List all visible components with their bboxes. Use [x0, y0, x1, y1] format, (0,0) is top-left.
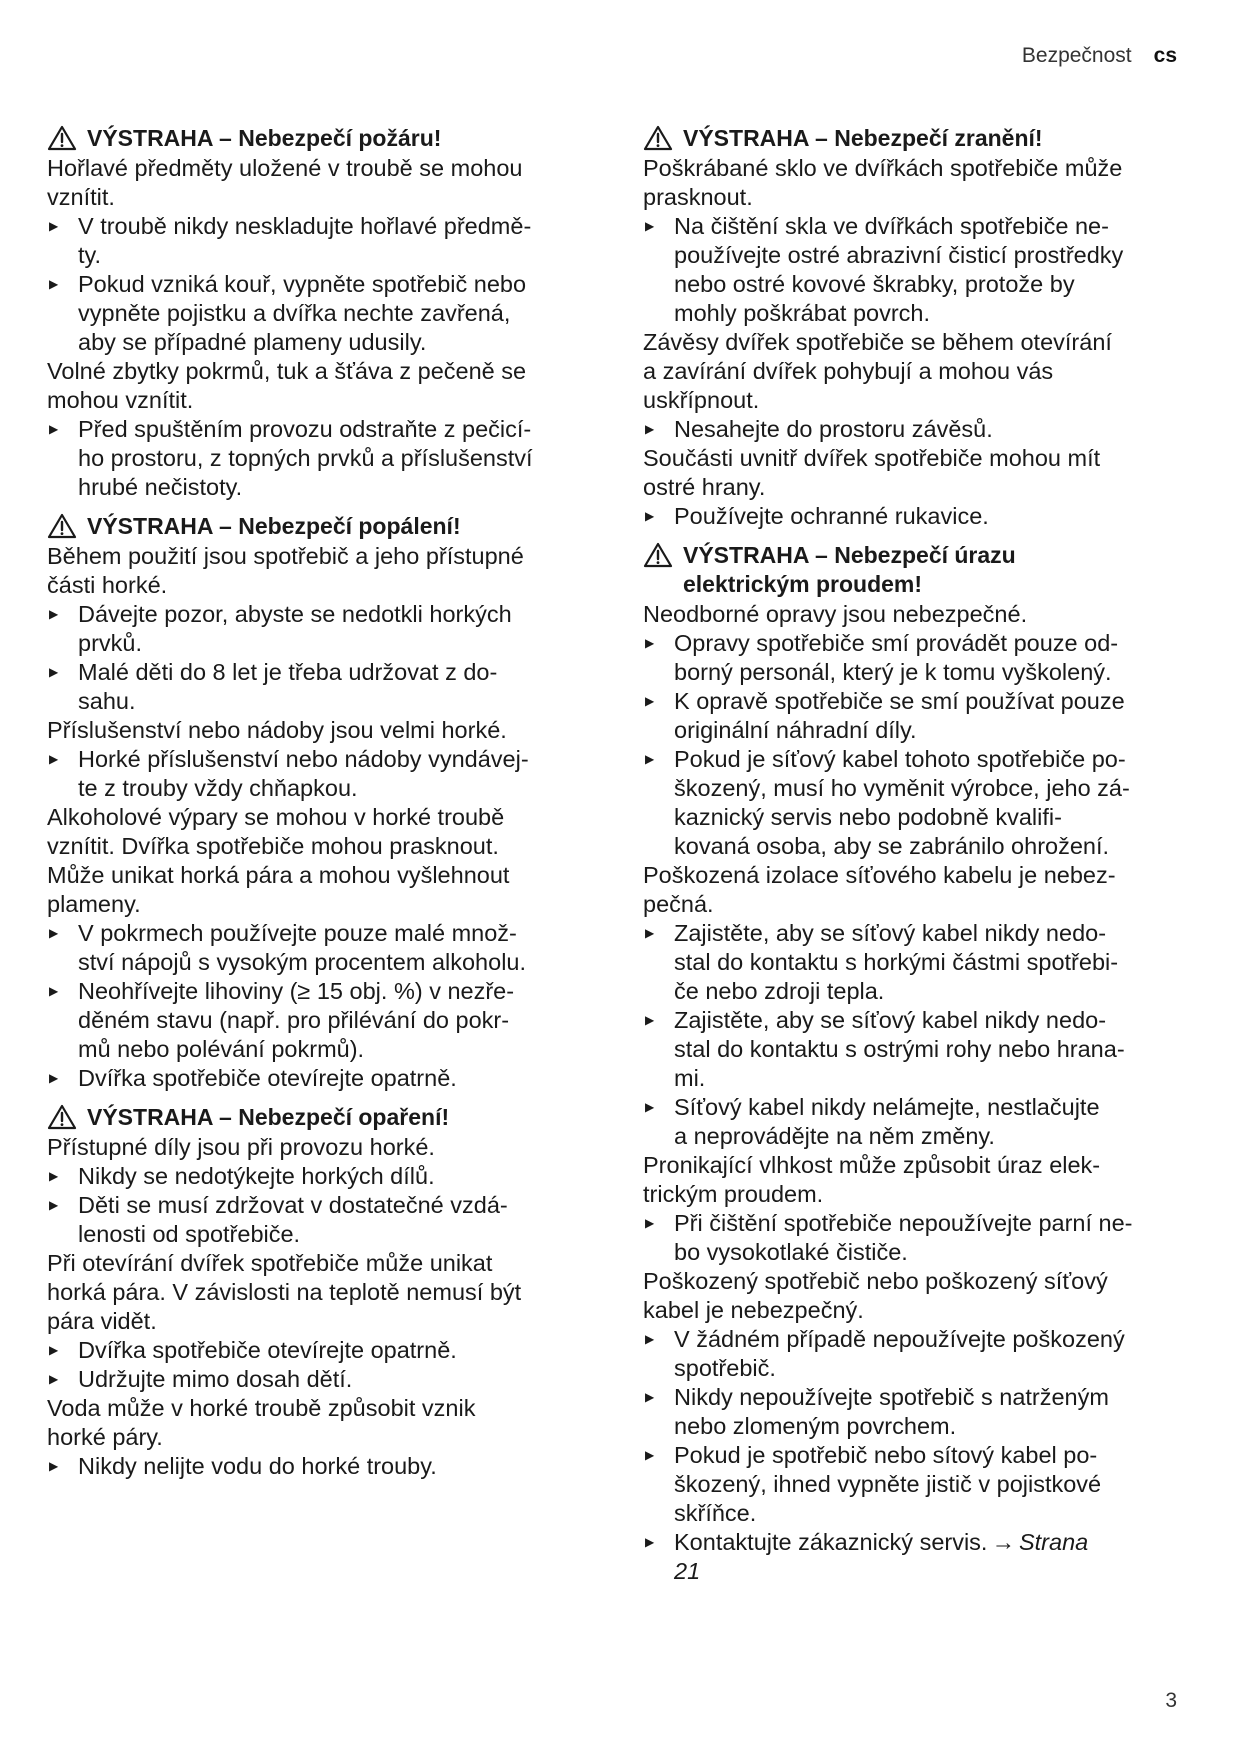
warning-title: VÝSTRAHA – Nebezpečí úrazu elektrickým proudem! [683, 542, 1016, 597]
bullet-triangle-icon: ▶ [49, 665, 59, 679]
bullet-triangle-icon: ▶ [645, 509, 655, 523]
bullet-text [674, 1325, 1125, 1383]
bullet-item [643, 745, 1183, 861]
warning-triangle-icon [643, 124, 673, 152]
bullet-triangle-icon: ▶ [645, 422, 655, 436]
bullet-text-main: Pokud vzniká kouř, vypněte spotřebič nebo vypněte pojistku a dvířka nechte zavřená, aby se případné plameny udusily. [78, 271, 527, 355]
bullet-text-main: Opravy spotřebiče smí provádět pouze od- borný personál, který je k tomu vyškolený. [674, 630, 1119, 685]
warning-section [643, 124, 1183, 531]
bullet-item [47, 1452, 587, 1481]
bullet-triangle-icon: ▶ [645, 1100, 655, 1114]
bullet-item [643, 1325, 1183, 1383]
paragraph: Při otevírání dvířek spotřebiče může unikat horká pára. V závislosti na teplotě nemusí být pára vidět. [47, 1250, 522, 1334]
bullet-text [78, 1336, 457, 1365]
bullet-text [674, 919, 1118, 1006]
bullet-text-main: K opravě spotřebiče se smí používat pouze originální náhradní díly. [674, 688, 1125, 743]
warning-triangle-icon [47, 124, 77, 152]
left-column [47, 124, 587, 1491]
bullet-triangle-icon: ▶ [49, 1459, 59, 1473]
bullet-item [643, 1383, 1183, 1441]
bullet-text [78, 415, 533, 502]
header-section-title: Bezpečnost [1021, 44, 1132, 67]
bullet-text [674, 1006, 1125, 1093]
bullet-text [674, 629, 1118, 687]
bullet-text-main: V žádném případě nepoužívejte poškozený spotřebič. [674, 1326, 1125, 1381]
bullet-text-main: Dvířka spotřebiče otevírejte opatrně. [78, 1065, 457, 1091]
bullet-item [643, 1093, 1183, 1151]
bullet-text-main: Udržujte mimo dosah dětí. [78, 1366, 353, 1392]
bullet-item [643, 687, 1183, 745]
bullet-triangle-icon: ▶ [49, 752, 59, 766]
bullet-triangle-icon: ▶ [645, 1013, 655, 1027]
bullet-text [674, 1528, 1088, 1586]
bullet-text-main: Používejte ochranné rukavice. [674, 503, 989, 529]
bullet-triangle-icon: ▶ [49, 422, 59, 436]
bullet-item [643, 1209, 1183, 1267]
arrow-right-icon: → [991, 1529, 1015, 1555]
bullet-triangle-icon: ▶ [49, 607, 59, 621]
bullet-triangle-icon: ▶ [49, 1169, 59, 1183]
page-header [1022, 44, 1177, 68]
bullet-item [47, 1336, 587, 1365]
header-language-code: cs [1153, 44, 1177, 67]
bullet-triangle-icon: ▶ [49, 926, 59, 940]
bullet-triangle-icon: ▶ [645, 1332, 655, 1346]
bullet-item [47, 212, 587, 270]
bullet-triangle-icon: ▶ [645, 1535, 655, 1549]
paragraph: Voda může v horké troubě způsobit vznik horké páry. [47, 1395, 476, 1450]
paragraph: Volné zbytky pokrmů, tuk a šťáva z pečeně se mohou vznítit. [47, 358, 527, 413]
bullet-text [674, 212, 1123, 328]
bullet-text-main: Dávejte pozor, abyste se nedotkli horkých prvků. [78, 601, 512, 656]
bullet-text [78, 745, 529, 803]
bullet-text [674, 687, 1125, 745]
warning-triangle-icon [47, 1103, 77, 1131]
bullet-text-main: Nikdy se nedotýkejte horkých dílů. [78, 1163, 435, 1189]
bullet-text [78, 1365, 352, 1394]
bullet-item [47, 977, 587, 1064]
bullet-item [643, 1006, 1183, 1093]
warning-section [643, 541, 1183, 1586]
warning-triangle-icon [643, 541, 673, 569]
bullet-text [78, 270, 526, 357]
bullet-text [674, 1093, 1100, 1151]
bullet-text-main: Při čištění spotřebiče nepoužívejte parní ne- bo vysokotlaké čističe. [674, 1210, 1133, 1265]
bullet-triangle-icon: ▶ [645, 926, 655, 940]
page-reference-link[interactable]: Strana 21 [674, 1529, 1089, 1584]
warning-section [47, 124, 587, 502]
paragraph: Hořlavé předměty uložené v troubě se mohou vznítit. [47, 155, 523, 210]
bullet-triangle-icon: ▶ [645, 694, 655, 708]
bullet-item [643, 502, 1183, 531]
bullet-text-main: Nikdy nelijte vodu do horké trouby. [78, 1453, 437, 1479]
bullet-triangle-icon: ▶ [49, 219, 59, 233]
paragraph: Součásti uvnitř dvířek spotřebiče mohou mít ostré hrany. [643, 445, 1101, 500]
warning-heading [47, 512, 587, 541]
bullet-text-main: Kontaktujte zákaznický servis. [674, 1529, 988, 1555]
bullet-text [674, 415, 993, 444]
warning-heading [47, 1103, 587, 1132]
bullet-text [78, 919, 526, 977]
bullet-text-main: Malé děti do 8 let je třeba udržovat z do- sahu. [78, 659, 498, 714]
bullet-text [78, 212, 531, 270]
paragraph: Přístupné díly jsou při provozu horké. [47, 1134, 435, 1160]
paragraph: Alkoholové výpary se mohou v horké troubě vznítit. Dvířka spotřebiče mohou prasknout. Může unikat horká pára a mohou vyšlehnout plameny. [47, 804, 510, 917]
bullet-item [643, 1528, 1183, 1586]
warning-heading [643, 541, 1183, 599]
warning-title: VÝSTRAHA – Nebezpečí opaření! [87, 1104, 450, 1130]
bullet-text-main: Děti se musí zdržovat v dostatečné vzdá- lenosti od spotřebiče. [78, 1192, 508, 1247]
paragraph: Příslušenství nebo nádoby jsou velmi horké. [47, 717, 507, 743]
bullet-text-main: Pokud je spotřebič nebo sítový kabel po- škozený, ihned vypněte jistič v pojistkové skříňce. [674, 1442, 1102, 1526]
warning-triangle-icon [47, 512, 77, 540]
bullet-triangle-icon: ▶ [645, 1390, 655, 1404]
bullet-triangle-icon: ▶ [645, 752, 655, 766]
bullet-triangle-icon: ▶ [49, 277, 59, 291]
warning-section [47, 512, 587, 1093]
bullet-item [47, 919, 587, 977]
warning-title: VÝSTRAHA – Nebezpečí popálení! [87, 513, 461, 539]
paragraph: Během použití jsou spotřebič a jeho přístupné části horké. [47, 543, 524, 598]
bullet-text [78, 1452, 437, 1481]
bullet-triangle-icon: ▶ [49, 984, 59, 998]
bullet-triangle-icon: ▶ [645, 1216, 655, 1230]
bullet-triangle-icon: ▶ [645, 219, 655, 233]
paragraph: Poškozená izolace síťového kabelu je nebez- pečná. [643, 862, 1116, 917]
bullet-text-main: Dvířka spotřebiče otevírejte opatrně. [78, 1337, 457, 1363]
bullet-text-main: Horké příslušenství nebo nádoby vyndávej- te z trouby vždy chňapkou. [78, 746, 529, 801]
bullet-item [47, 658, 587, 716]
paragraph: Neodborné opravy jsou nebezpečné. [643, 601, 1028, 627]
bullet-text [78, 1191, 508, 1249]
bullet-text-main: Neohřívejte lihoviny (≥ 15 obj. %) v nezře- děném stavu (např. pro přilévání do pokr- mů nebo polévání pokrmů). [78, 978, 515, 1062]
bullet-item [47, 415, 587, 502]
bullet-text-main: Před spuštěním provozu odstraňte z pečicí- ho prostoru, z topných prvků a příslušenství hrubé nečistoty. [78, 416, 533, 500]
right-column [643, 124, 1183, 1596]
bullet-text [78, 977, 514, 1064]
bullet-text [674, 745, 1130, 861]
warning-title: VÝSTRAHA – Nebezpečí zranění! [683, 125, 1043, 151]
bullet-item [47, 1365, 587, 1394]
warning-title: VÝSTRAHA – Nebezpečí požáru! [87, 125, 442, 151]
bullet-text-main: Nesahejte do prostoru závěsů. [674, 416, 993, 442]
bullet-item [47, 1162, 587, 1191]
paragraph: Závěsy dvířek spotřebiče se během otevírání a zavírání dvířek pohybují a mohou vás uskřípnout. [643, 329, 1112, 413]
bullet-triangle-icon: ▶ [49, 1071, 59, 1085]
bullet-text-main: Pokud je síťový kabel tohoto spotřebiče po- škozený, musí ho vyměnit výrobce, jeho zá- kaznický servis nebo podobně kvalifi- kovaná osoba, aby se zabránilo ohrožení. [674, 746, 1130, 859]
bullet-text [674, 1441, 1101, 1528]
bullet-triangle-icon: ▶ [645, 636, 655, 650]
bullet-item [643, 1441, 1183, 1528]
bullet-text-main: V pokrmech používejte pouze malé množ- ství nápojů s vysokým procentem alkoholu. [78, 920, 527, 975]
bullet-text [78, 1064, 457, 1093]
bullet-item [47, 745, 587, 803]
bullet-text [78, 658, 497, 716]
bullet-item [643, 629, 1183, 687]
warning-section [47, 1103, 587, 1481]
bullet-text [674, 1209, 1133, 1267]
paragraph: Pronikající vlhkost může způsobit úraz elek- trickým proudem. [643, 1152, 1101, 1207]
bullet-text [674, 502, 989, 531]
bullet-item [643, 212, 1183, 328]
warning-heading [643, 124, 1183, 153]
bullet-item [643, 415, 1183, 444]
bullet-item [643, 919, 1183, 1006]
bullet-text-main: V troubě nikdy neskladujte hořlavé předmě- ty. [78, 213, 532, 268]
bullet-item [47, 1191, 587, 1249]
bullet-text [78, 1162, 435, 1191]
bullet-text-main: Síťový kabel nikdy nelámejte, nestlačujte a neprovádějte na něm změny. [674, 1094, 1100, 1149]
bullet-triangle-icon: ▶ [49, 1343, 59, 1357]
bullet-triangle-icon: ▶ [49, 1198, 59, 1212]
bullet-triangle-icon: ▶ [49, 1372, 59, 1386]
bullet-text-main: Zajistěte, aby se síťový kabel nikdy nedo- stal do kontaktu s ostrými rohy nebo hrana- mi. [674, 1007, 1125, 1091]
warning-heading [47, 124, 587, 153]
bullet-item [47, 1064, 587, 1093]
bullet-item [47, 600, 587, 658]
paragraph: Poškozený spotřebič nebo poškozený síťový kabel je nebezpečný. [643, 1268, 1108, 1323]
bullet-item [47, 270, 587, 357]
page-number: 3 [1165, 1689, 1177, 1712]
bullet-text-main: Zajistěte, aby se síťový kabel nikdy nedo- stal do kontaktu s horkými částmi spotřebi- če nebo zdroji tepla. [674, 920, 1119, 1004]
bullet-text-main: Nikdy nepoužívejte spotřebič s natrženým nebo zlomeným povrchem. [674, 1384, 1109, 1439]
bullet-triangle-icon: ▶ [645, 1448, 655, 1462]
paragraph: Poškrábané sklo ve dvířkách spotřebiče může prasknout. [643, 155, 1123, 210]
bullet-text [674, 1383, 1109, 1441]
bullet-text [78, 600, 512, 658]
bullet-text-main: Na čištění skla ve dvířkách spotřebiče ne- používejte ostré abrazivní čisticí prostředky nebo ostré kovové škrabky, protože by mohly poškrábat povrch. [674, 213, 1124, 326]
